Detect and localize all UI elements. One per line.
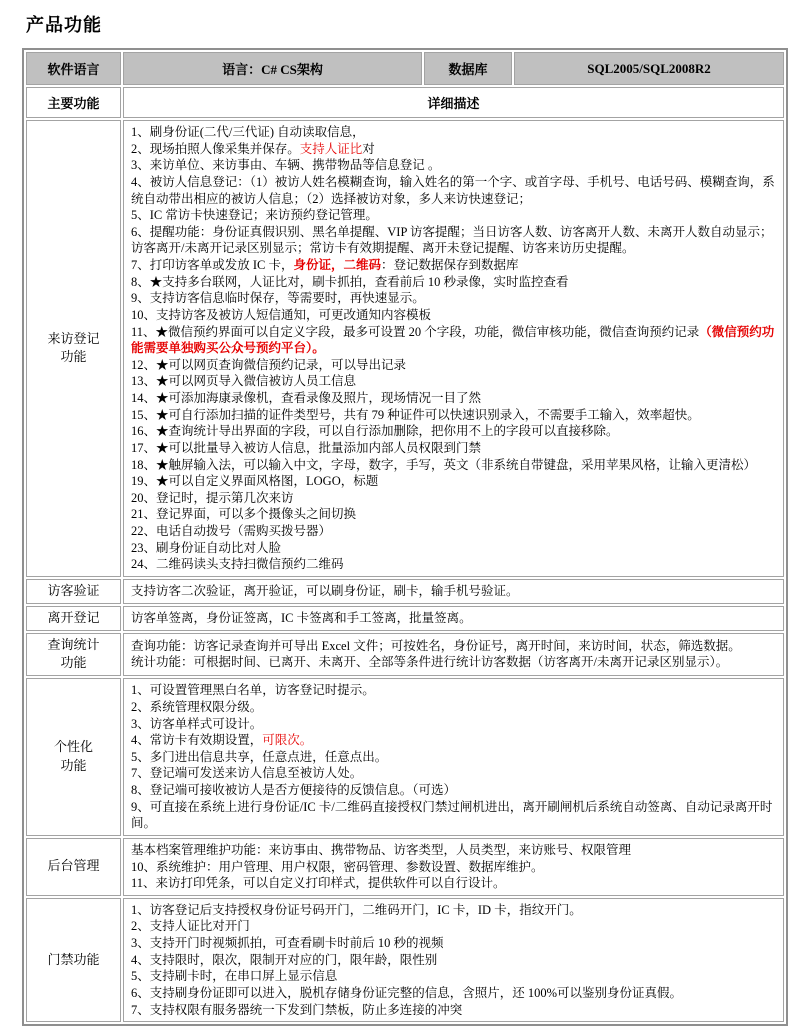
- feature-line: [131, 952, 776, 969]
- feature-line: [131, 357, 776, 374]
- highlighted-text: 身份证，二维码: [293, 258, 382, 272]
- feature-text: 21、登记界面，可以多个摄像头之间切换: [131, 507, 357, 522]
- feature-text: 访客单签离，身份证签离，IC 卡签离和手工签离，批量签离。: [131, 610, 472, 625]
- feature-text: 1、可设置管理黑白名单，访客登记时提示。: [131, 683, 375, 698]
- feature-line: [131, 935, 776, 952]
- feature-line: [131, 842, 776, 859]
- row-label: 来访登记 功能: [26, 120, 121, 577]
- highlighted-text: 可限次。: [262, 733, 313, 748]
- feature-line: [131, 918, 776, 935]
- feature-line: [131, 423, 776, 440]
- feature-line: [131, 506, 776, 523]
- row-content: [123, 579, 784, 604]
- feature-text: 4、被访人信息登记：（1）被访人姓名模糊查询，输入姓名的第一个字、或首字母、手机号、电话号码、模糊查询，系统自动带出相应的被访人信息；（2）选择被访对象，多人来访快速登记；: [131, 174, 775, 206]
- row-content: [123, 633, 784, 677]
- row-label: 后台管理: [26, 838, 121, 896]
- feature-line: [131, 583, 776, 600]
- feature-line: [131, 324, 776, 357]
- feature-text: 9、支持访客信息临时保存，等需要时，再快速显示。: [131, 291, 425, 306]
- feature-line: [131, 540, 776, 557]
- row-label: 离开登记: [26, 606, 121, 631]
- feature-text: 7、打印访客单或发放 IC 卡，: [131, 258, 294, 272]
- row-label: 门禁功能: [26, 898, 121, 1022]
- feature-text: 11、来访打印凭条，可以自定义打印样式，提供软件可以自行设计。: [131, 876, 506, 891]
- row-content: [123, 898, 784, 1022]
- row-content: [123, 606, 784, 631]
- feature-text: 7、支持权限有服务器统一下发到门禁板，防止多连接的冲突: [131, 1002, 463, 1017]
- table-row: [26, 898, 784, 1022]
- feature-line: [131, 1002, 776, 1019]
- feature-rows: [26, 120, 784, 1022]
- feature-text: 16、★查询统计导出界面的字段，可以自行添加删除，把你用不上的字段可以直接移除。: [131, 424, 619, 439]
- row-label: 个性化 功能: [26, 678, 121, 836]
- feature-text: 23、刷身份证自动比对人脸: [131, 540, 282, 555]
- feature-line: [131, 859, 776, 876]
- feature-text: 12、★可以网页查询微信预约记录，可以导出记录: [131, 357, 407, 372]
- feature-text: 2、系统管理权限分级。: [131, 699, 263, 714]
- feature-text: 2、现场拍照人像采集并保存。: [131, 141, 300, 156]
- detail-description-header: 详细描述: [123, 87, 784, 118]
- table-subheader-row: [26, 87, 784, 118]
- feature-line: [131, 985, 776, 1002]
- feature-text: 2、支持人证比对开门: [131, 919, 250, 934]
- table-row: [26, 678, 784, 836]
- feature-text: 8、登记端可接收被访人是否方便接待的反馈信息。（可选）: [131, 783, 457, 797]
- database-value: SQL2005/SQL2008R2: [514, 52, 784, 85]
- table-row: [26, 606, 784, 631]
- feature-line: [131, 490, 776, 507]
- feature-text: 9、可直接在系统上进行身份证/IC 卡/二维码直接授权门禁过闸机进出，离开刷闸机后系统自动签离、自动记录离开时间。: [131, 799, 773, 831]
- feature-line: [131, 174, 776, 207]
- table-row: [26, 838, 784, 896]
- feature-text: 基本档案管理维护功能：来访事由、携带物品、访客类型，人员类型，来访账号、权限管理: [131, 842, 632, 857]
- feature-text: 查询功能：访客记录查询并可导出 Excel 文件；可按姓名，身份证号，离开时间，来访时间，状态，筛选数据。: [131, 638, 741, 653]
- feature-line: [131, 390, 776, 407]
- feature-text: 8、★支持多台联网，人证比对，刷卡抓拍，查看前后 10 秒录像，实时监控查看: [131, 274, 569, 289]
- feature-text: 22、电话自动拨号（需购买拨号器）: [131, 524, 332, 538]
- feature-line: [131, 556, 776, 573]
- table-row: [26, 579, 784, 604]
- feature-text: 对: [362, 141, 375, 156]
- feature-text: 13、★可以网页导入微信被访人员工信息: [131, 374, 357, 389]
- feature-line: [131, 141, 776, 158]
- feature-text: ：登记数据保存到数据库: [381, 258, 519, 272]
- feature-text: 5、支持刷卡时，在串口屏上显示信息: [131, 969, 338, 984]
- feature-text: 统计功能：可根据时间、已离开、未离开、全部等条件进行统计访客数据（访客离开/未离开记录区别显示）。: [131, 655, 729, 670]
- feature-text: 5、IC 常访卡快速登记；来访预约登记管理。: [131, 208, 378, 223]
- feature-text: 1、访客登记后支持授权身份证号码开门，二维码开门，IC 卡，ID 卡，指纹开门。: [131, 902, 582, 917]
- table-row: [26, 633, 784, 677]
- feature-text: 4、常访卡有效期设置，: [131, 733, 263, 748]
- feature-line: [131, 610, 776, 627]
- database-label: 数据库: [424, 52, 512, 85]
- row-content: [123, 838, 784, 896]
- product-features-table: [22, 48, 788, 1026]
- feature-line: [131, 968, 776, 985]
- feature-text: 17、★可以批量导入被访人信息，批量添加内部人员权限到门禁: [131, 440, 482, 455]
- row-content: [123, 120, 784, 577]
- feature-line: [131, 732, 776, 749]
- feature-text: 18、★触屏输入法，可以输入中文，字母，数字，手写，英文（非系统自带键盘，采用苹果风格，让输入更清松）: [131, 457, 757, 472]
- feature-line: [131, 682, 776, 699]
- row-content: [123, 678, 784, 836]
- feature-line: [131, 224, 776, 257]
- feature-line: [131, 749, 776, 766]
- feature-line: [131, 875, 776, 892]
- feature-text: 1、刷身份证(二代/三代证) 自动读取信息，: [131, 125, 365, 139]
- feature-line: [131, 407, 776, 424]
- feature-text: 20、登记时，提示第几次来访: [131, 490, 294, 505]
- feature-text: 7、登记端可发送来访人信息至被访人处。: [131, 766, 363, 781]
- feature-text: 5、多门进出信息共享，任意点进，任意点出。: [131, 749, 388, 764]
- page-title: 产品功能: [26, 15, 102, 36]
- table-header-row: [26, 52, 784, 85]
- feature-text: 6、提醒功能：身份证真假识别、黑名单提醒、VIP 访客提醒；当日访客人数、访客离开人数、未离开人数自动显示；访客离开/未离开记录区别显示；常访卡有效期提醒、离开未登记提醒、访客来访历史提醒。: [131, 224, 773, 256]
- feature-text: 10、支持访客及被访人短信通知，可更改通知内容模板: [131, 307, 432, 322]
- feature-line: [131, 782, 776, 799]
- highlighted-text: 支持人证比: [299, 141, 363, 156]
- feature-text: 19、★可以自定义界面风格图，LOGO，标题: [131, 474, 379, 489]
- feature-text: 4、支持限时，限次，限制开对应的门，限年龄，限性别: [131, 952, 438, 967]
- feature-text: 15、★可自行添加扫描的证件类型号，共有 79 种证件可以快速识别录入，不需要手工输入，效率超快。: [131, 407, 700, 422]
- feature-line: [131, 638, 776, 655]
- feature-line: [131, 473, 776, 490]
- software-language-label: 软件语言: [26, 52, 121, 85]
- feature-text: 11、★微信预约界面可以自定义字段，最多可设置 20 个字段，功能，微信审核功能，微信查询预约记录: [131, 324, 700, 339]
- feature-text: 10、系统维护：用户管理、用户权限，密码管理、参数设置、数据库维护。: [131, 859, 544, 874]
- feature-line: [131, 699, 776, 716]
- feature-line: [131, 290, 776, 307]
- document-page: [0, 15, 790, 1017]
- feature-line: [131, 124, 776, 141]
- feature-text: 3、来访单位、来访事由、车辆、携带物品等信息登记 。: [131, 158, 441, 173]
- feature-text: 24、二维码读头支持扫微信预约二维码: [131, 557, 344, 572]
- feature-line: [131, 373, 776, 390]
- feature-line: [131, 523, 776, 540]
- feature-text: 3、访客单样式可设计。: [131, 716, 263, 731]
- feature-line: [131, 654, 776, 671]
- feature-line: [131, 274, 776, 291]
- feature-text: 3、支持开门时视频抓拍，可查看刷卡时前后 10 秒的视频: [131, 936, 444, 950]
- feature-line: [131, 207, 776, 224]
- feature-text: 14、★可添加海康录像机，查看录像及照片，现场情况一目了然: [131, 391, 482, 405]
- feature-line: [131, 765, 776, 782]
- feature-line: [131, 799, 776, 832]
- feature-line: [131, 716, 776, 733]
- row-label: 访客验证: [26, 579, 121, 604]
- feature-line: [131, 257, 776, 274]
- row-label: 查询统计 功能: [26, 633, 121, 677]
- main-function-header: 主要功能: [26, 87, 121, 118]
- feature-line: [131, 902, 776, 919]
- feature-line: [131, 440, 776, 457]
- feature-line: [131, 157, 776, 174]
- feature-text: 支持访客二次验证，离开验证，可以刷身份证，刷卡，输手机号验证。: [131, 583, 519, 598]
- table-row: [26, 120, 784, 577]
- feature-text: 6、支持刷身份证即可以进入，脱机存储身份证完整的信息，含照片，还 100%可以鉴别身份证真假。: [131, 985, 683, 1000]
- software-language-value: 语言：C# CS架构: [123, 52, 422, 85]
- feature-line: [131, 457, 776, 474]
- feature-line: [131, 307, 776, 324]
- highlighted-text: （微信预约功能需要单独购买公众号预约平台）。: [131, 324, 775, 356]
